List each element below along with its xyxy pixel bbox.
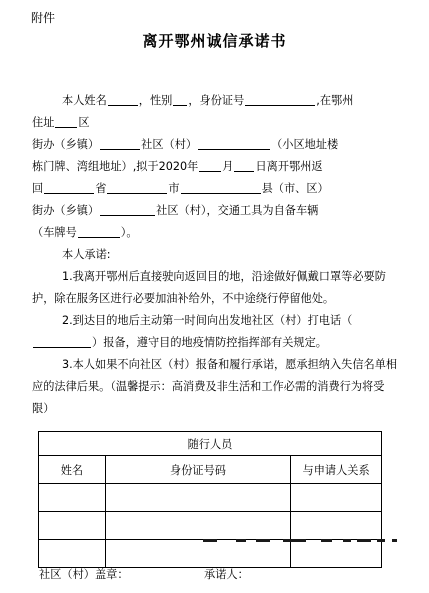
text-vehicle: 社区（村），交通工具为自备车辆: [156, 204, 319, 217]
line-street: [32, 134, 400, 156]
annex-label: 附件: [31, 11, 56, 25]
text-province: 省: [95, 182, 107, 195]
cell-id-number[interactable]: [105, 512, 290, 540]
scan-mark: [357, 539, 371, 542]
text-street-label: 街办（乡镇）: [32, 138, 100, 151]
line-dest-street: [32, 200, 400, 222]
text-community-label: 社区（村）: [141, 138, 198, 151]
blank-county[interactable]: [181, 180, 261, 194]
scan-mark: [392, 539, 397, 542]
blank-community[interactable]: [198, 136, 270, 150]
text-plate-label: （车牌号: [32, 226, 77, 239]
blank-street[interactable]: [100, 136, 140, 150]
cell-relation[interactable]: [291, 512, 382, 540]
blank-gender[interactable]: [173, 92, 187, 106]
cell-relation[interactable]: [291, 484, 382, 512]
text-return: 回: [32, 182, 44, 195]
cell-relation[interactable]: [291, 540, 382, 568]
text-dest-street-label: 街办（乡镇）: [32, 204, 100, 217]
blank-dest-street[interactable]: [100, 202, 155, 216]
header-id-number: 身份证号码: [105, 456, 290, 484]
blank-province[interactable]: [44, 180, 94, 194]
cell-id-number[interactable]: [105, 484, 290, 512]
text-plate-end: ）。: [120, 226, 138, 239]
text-district: 区: [78, 116, 90, 129]
line-date: [32, 156, 400, 178]
scan-mark: [203, 539, 217, 542]
promise-item-1: 1.我离开鄂州后直接驶向返回目的地，沿途做好佩戴口罩等必要防护，除在服务区进行必要加油补给外，不中途绕行停留他处。: [32, 270, 386, 305]
text-address-label: 住址: [32, 116, 55, 129]
cell-id-number[interactable]: [105, 540, 290, 568]
text-building-label: （小区地址楼: [271, 138, 339, 151]
table-header-row: [39, 456, 382, 484]
blank-report-phone[interactable]: [33, 334, 91, 348]
table-row: [39, 512, 382, 540]
blank-district[interactable]: [55, 114, 77, 128]
text-county: 县（市、区）: [261, 182, 329, 195]
scan-mark: [321, 539, 332, 542]
scan-mark: [256, 539, 270, 542]
scan-mark: [377, 539, 385, 542]
promise-item-2: [32, 310, 400, 354]
table-caption-row: [39, 432, 382, 456]
table-caption: 随行人员: [39, 432, 382, 456]
document-title: 离开鄂州诚信承诺书: [142, 32, 287, 50]
blank-name[interactable]: [108, 92, 138, 106]
scan-mark: [283, 539, 306, 542]
blank-plate[interactable]: [78, 224, 120, 238]
blank-month[interactable]: [199, 158, 221, 172]
table-row: [39, 540, 382, 568]
signature-footer: [39, 566, 249, 582]
text-city: 市: [168, 182, 180, 195]
promise-intro: 本人承诺:: [62, 248, 111, 261]
promiser-label: 承诺人：: [204, 568, 249, 581]
line-plate: [32, 222, 400, 244]
promise-item-3: 3.本人如果不向社区（村）报备和履行承诺，愿承担纳入失信名单相应的法律后果。（温馨提示：高消费及非生活和工作必需的消费行为将受限）: [32, 358, 398, 415]
text-ezhou: ,在鄂州: [316, 94, 354, 107]
line-name: [32, 90, 400, 112]
table-row: [39, 484, 382, 512]
text-month: 月: [222, 160, 234, 173]
companion-table: [38, 431, 382, 568]
scan-mark: [343, 539, 351, 542]
scan-mark: [236, 539, 246, 542]
stamp-label: 社区（村）盖章：: [39, 568, 129, 581]
text-plan-date: 栋门牌、湾组地址）,拟于2020年: [32, 160, 199, 173]
text-day-leave: 日离开鄂州返: [255, 160, 323, 173]
text-item2-start: 2.到达目的地后主动第一时间向出发地社区（村）打电话（: [62, 314, 353, 327]
blank-id[interactable]: [245, 92, 315, 106]
text-id-label: ，身份证号: [188, 94, 245, 107]
commitment-body: [32, 90, 400, 420]
blank-city[interactable]: [107, 180, 167, 194]
header-relation: 与申请人关系: [291, 456, 382, 484]
header-name: 姓名: [39, 456, 106, 484]
cell-name[interactable]: [39, 540, 106, 568]
text-name-label: 本人姓名: [62, 94, 107, 107]
line-address: [32, 112, 400, 134]
cell-name[interactable]: [39, 484, 106, 512]
cell-name[interactable]: [39, 512, 106, 540]
text-gender-label: ，性别: [138, 94, 173, 107]
blank-day[interactable]: [234, 158, 254, 172]
text-item2-end: ）报备，遵守目的地疫情防控指挥部有关规定。: [92, 336, 327, 349]
line-destination: [32, 178, 400, 200]
